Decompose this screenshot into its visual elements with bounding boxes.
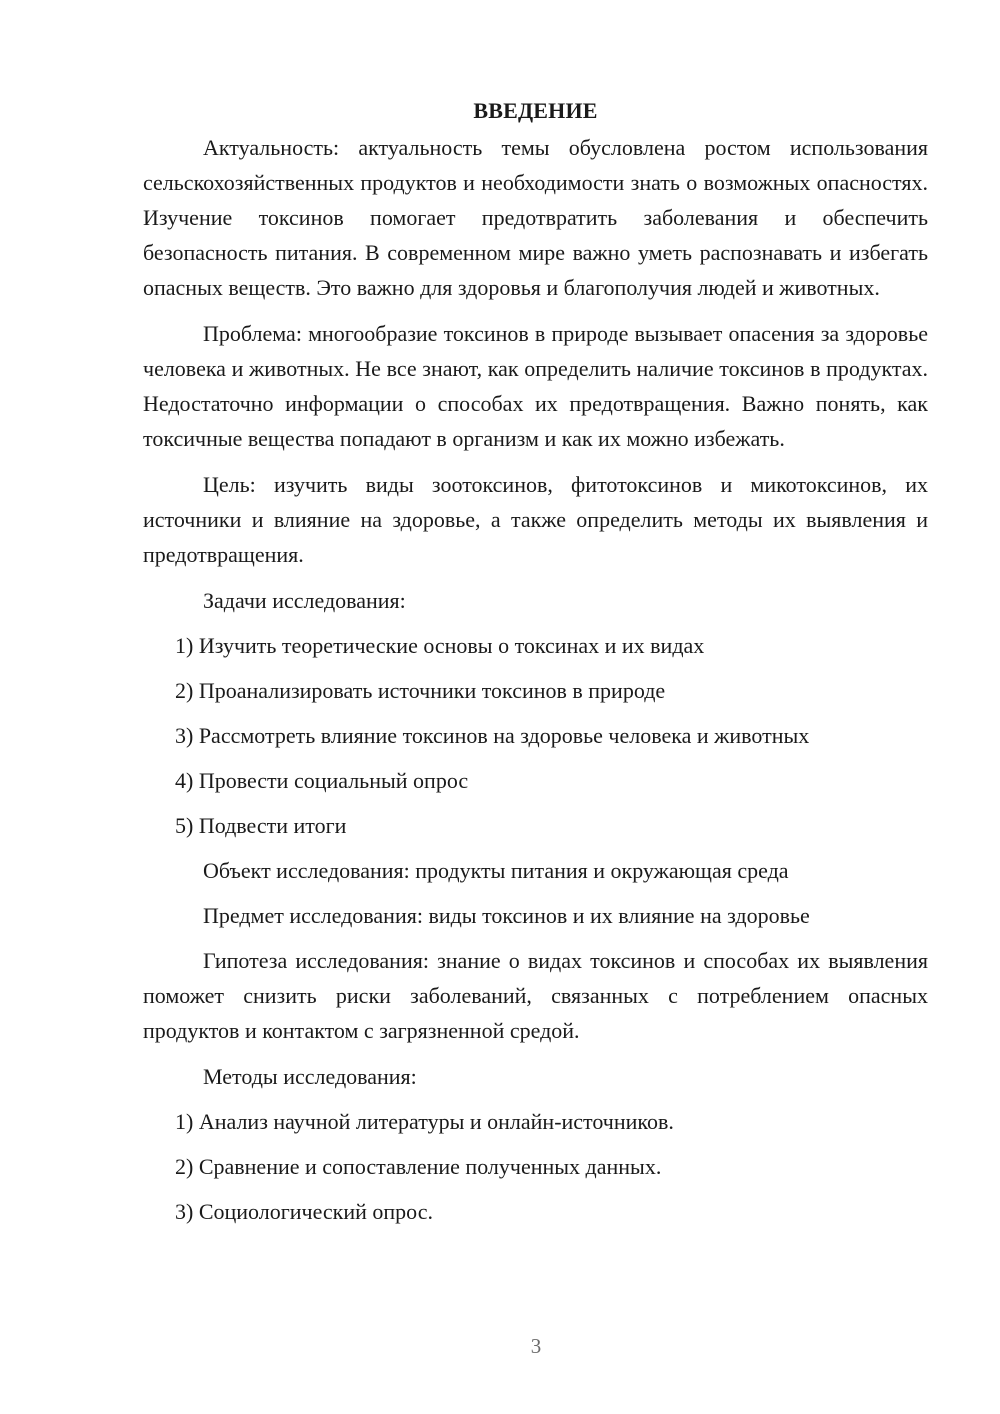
page-number: 3 xyxy=(530,1334,542,1358)
hypothesis-paragraph: Гипотеза исследования: знание о видах токсинов и способах их выявления поможет снизить риски заболеваний, связанных с потреблением опасных продуктов и контактом с загрязненной средой. xyxy=(143,948,928,1043)
task-item-5: 5) Подвести итоги xyxy=(175,813,347,838)
page-content xyxy=(143,93,928,1239)
task-item-2: 2) Проанализировать источники токсинов в природе xyxy=(175,678,666,703)
section-title: ВВЕДЕНИЕ xyxy=(473,98,598,123)
task-item-1: 1) Изучить теоретические основы о токсинах и их видах xyxy=(175,633,705,658)
task-item-4: 4) Провести социальный опрос xyxy=(175,768,469,793)
research-subject: Предмет исследования: виды токсинов и их влияние на здоровье xyxy=(203,903,810,928)
method-item-1: 1) Анализ научной литературы и онлайн-источников. xyxy=(175,1109,674,1134)
research-object: Объект исследования: продукты питания и окружающая среда xyxy=(203,858,789,883)
tasks-heading: Задачи исследования: xyxy=(203,588,406,613)
methods-heading: Методы исследования: xyxy=(203,1064,417,1089)
relevance-paragraph: Актуальность: актуальность темы обусловлена ростом использования сельскохозяйственных продуктов и необходимости знать о возможных опасностях. Изучение токсинов помогает предотвратить заболевания и обеспечить безопасность питания. В современном мире важно уметь распознавать и избегать опасных веществ. Это важно для здоровья и благополучия людей и животных. xyxy=(143,135,928,300)
problem-paragraph: Проблема: многообразие токсинов в природе вызывает опасения за здоровье человека и животных. Не все знают, как определить наличие токсинов в продуктах. Недостаточно информации о способах их предотвращения. Важно понять, как токсичные вещества попадают в организм и как их можно избежать. xyxy=(143,321,928,451)
method-item-3: 3) Социологический опрос. xyxy=(175,1199,433,1224)
task-item-3: 3) Рассмотреть влияние токсинов на здоровье человека и животных xyxy=(175,723,810,748)
method-item-2: 2) Сравнение и сопоставление полученных данных. xyxy=(175,1154,662,1179)
goal-paragraph: Цель: изучить виды зоотоксинов, фитотоксинов и микотоксинов, их источники и влияние на здоровье, а также определить методы их выявления и предотвращения. xyxy=(143,472,928,567)
